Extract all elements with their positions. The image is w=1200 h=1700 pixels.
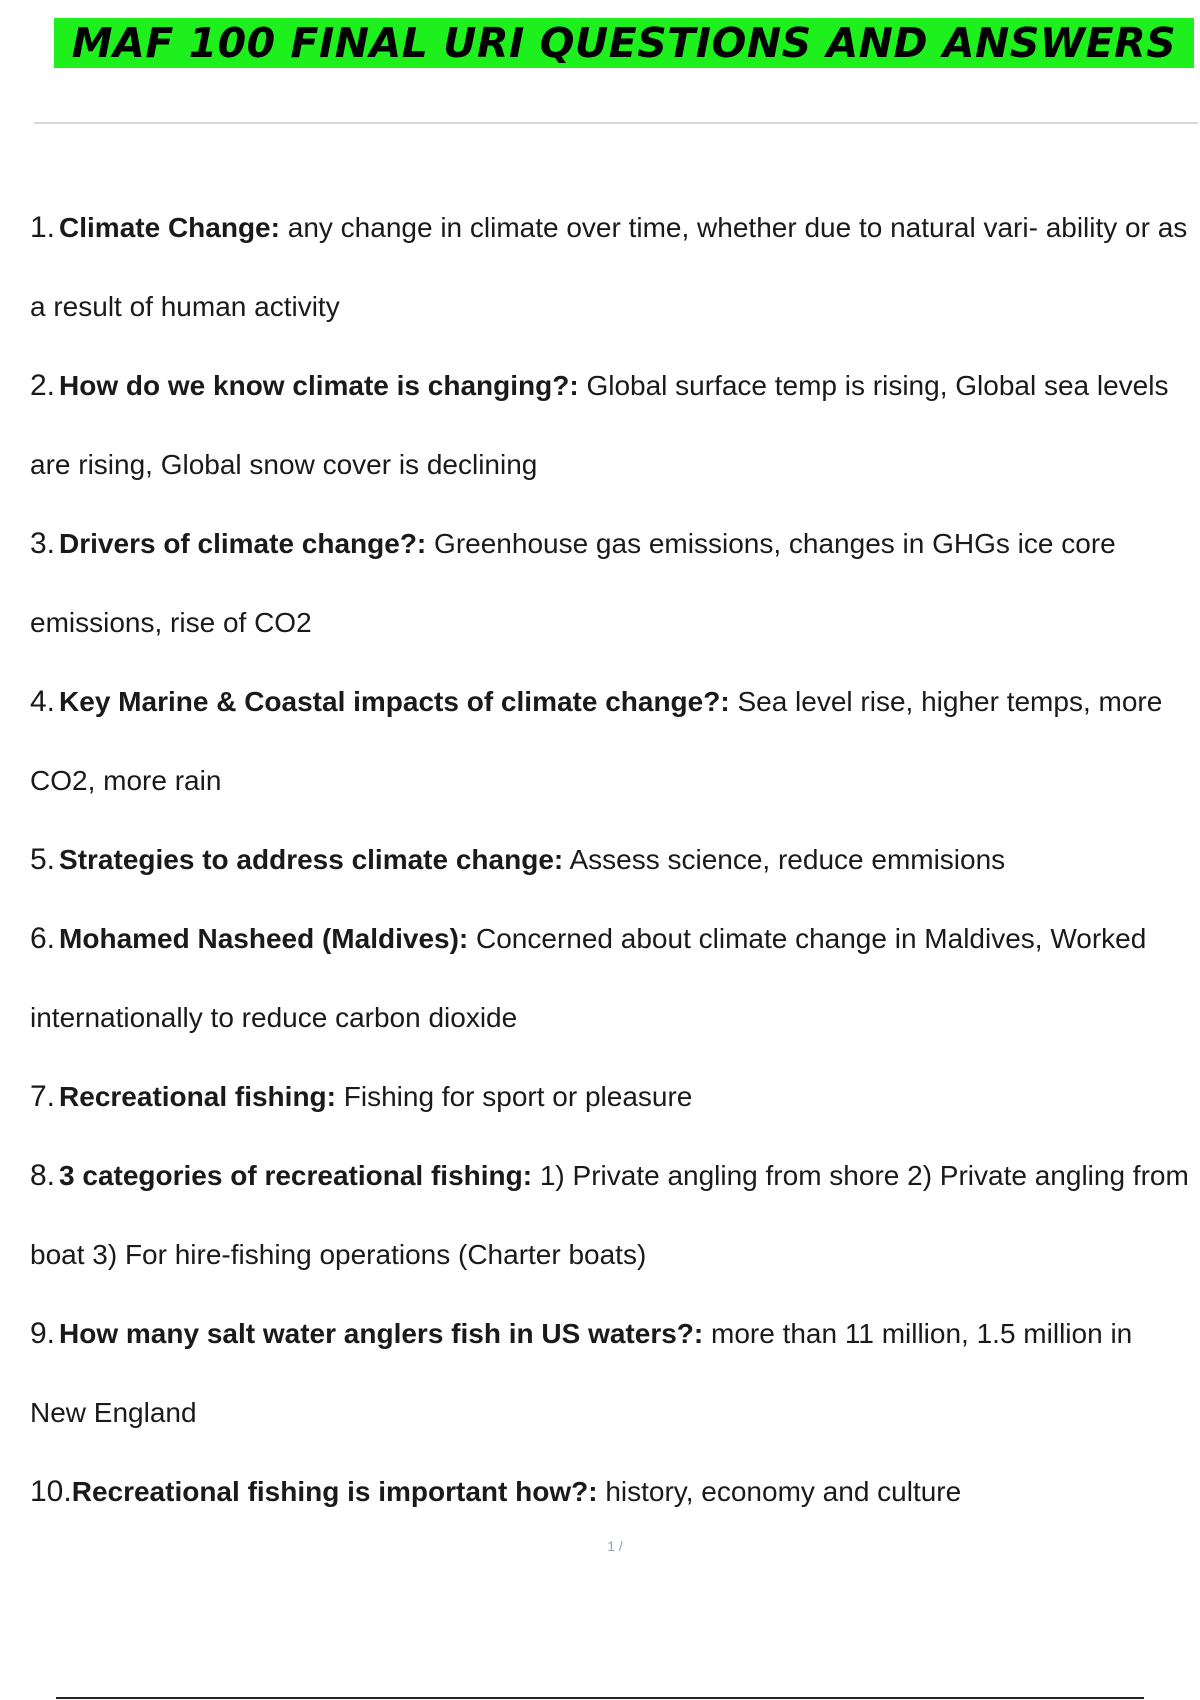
qa-answer: more than 11 million, 1.5 million in New England [30,1318,1133,1428]
qa-number: 2. [30,369,56,402]
qa-answer: Fishing for sport or pleasure [343,1081,693,1112]
qa-item-10 [30,1452,1190,1531]
qa-number: 8. [30,1159,56,1192]
qa-question: Climate Change: [59,212,280,243]
qa-question: Recreational fishing: [59,1081,336,1112]
qa-item-7 [30,1057,1190,1136]
qa-item-5 [30,820,1190,899]
qa-item-1 [30,188,1190,346]
qa-number: 5. [30,843,56,876]
qa-item-8 [30,1136,1190,1294]
qa-number: 6. [30,922,56,955]
qa-item-2 [30,346,1190,504]
qa-answer: Assess science, reduce emmisions [569,844,1006,875]
qa-item-9 [30,1294,1190,1452]
qa-question: Drivers of climate change?: [59,528,427,559]
qa-answer: Sea level rise, higher temps, more CO2, more rain [30,686,1163,796]
qa-number: 4. [30,685,56,718]
qa-number: 3. [30,527,56,560]
qa-question: How do we know climate is changing?: [59,370,579,401]
page-number: 1 / [607,1538,623,1554]
qa-answer: history, economy and culture [605,1476,962,1507]
qa-question: Key Marine & Coastal impacts of climate change?: [59,686,730,717]
qa-item-6 [30,899,1190,1057]
qa-question: How many salt water anglers fish in US waters?: [59,1318,704,1349]
qa-answer: Concerned about climate change in Maldives, Worked internationally to reduce carbon dioxide [30,923,1147,1033]
qa-list [30,188,1190,1531]
footer-divider [56,1697,1144,1699]
qa-number: 10. [30,1475,72,1508]
qa-item-4 [30,662,1190,820]
qa-question: Mohamed Nasheed (Maldives): [59,923,469,954]
header-divider [34,122,1198,124]
qa-question: 3 categories of recreational fishing: [59,1160,533,1191]
qa-answer: 1) Private angling from shore 2) Private angling from boat 3) For hire-fishing operations (Charter boats) [30,1160,1189,1270]
qa-number: 9. [30,1317,56,1350]
qa-item-3 [30,504,1190,662]
qa-answer: Greenhouse gas emissions, changes in GHGs ice core emissions, rise of CO2 [30,528,1116,638]
qa-number: 1. [30,211,56,244]
document-title: MAF 100 FINAL URI QUESTIONS AND ANSWERS [71,19,1177,67]
title-highlight [54,18,1194,68]
qa-answer: any change in climate over time, whether due to natural vari- ability or as a result of human activity [30,212,1188,322]
qa-answer: Global surface temp is rising, Global sea levels are rising, Global snow cover is declining [30,370,1169,480]
qa-question: Strategies to address climate change: [59,844,564,875]
qa-number: 7. [30,1080,56,1113]
qa-question: Recreational fishing is important how?: [71,1476,598,1507]
